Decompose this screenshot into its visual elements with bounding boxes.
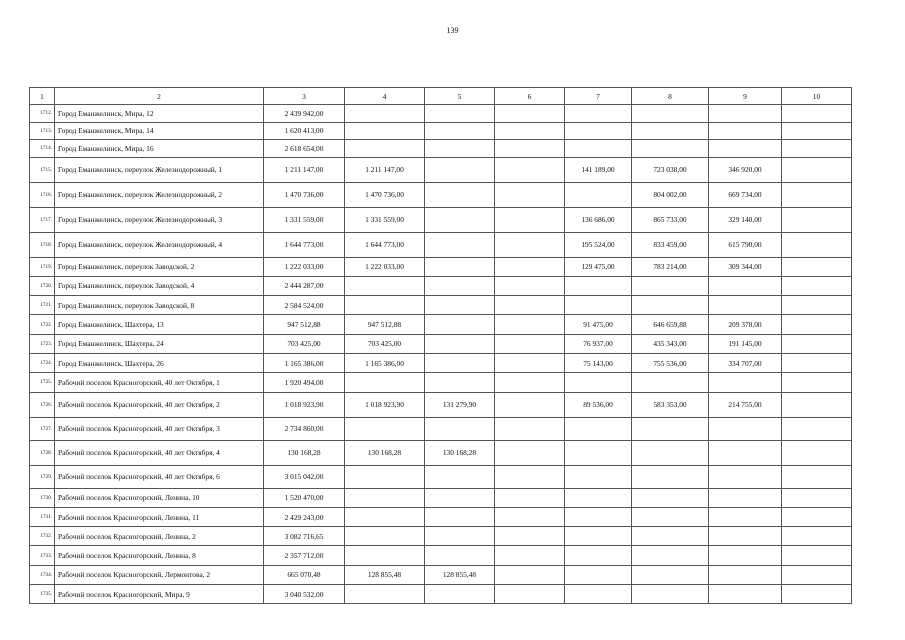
value-cell (709, 488, 782, 507)
value-cell: 128 855,48 (425, 565, 495, 584)
row-number-cell: 1715. (30, 157, 55, 182)
value-cell (565, 296, 632, 315)
value-cell: 136 686,00 (565, 207, 632, 232)
value-cell (495, 507, 565, 526)
address-cell: Город Еманжелинск, Шахтера, 24 (55, 334, 264, 353)
table-row (30, 157, 852, 182)
value-cell (709, 565, 782, 584)
address-cell: Рабочий поселок Красногорский, Ленина, 10 (55, 488, 264, 507)
header-cell: 5 (425, 88, 495, 105)
value-cell (345, 527, 425, 546)
value-cell (495, 488, 565, 507)
address-cell: Город Еманжелинск, Шахтера, 13 (55, 315, 264, 334)
value-cell (345, 488, 425, 507)
address-cell: Рабочий поселок Красногорский, 40 лет Октября, 6 (55, 465, 264, 488)
row-number-cell: 1722. (30, 315, 55, 334)
value-cell: 2 618 654,00 (264, 140, 345, 158)
value-cell: 1 331 559,00 (345, 207, 425, 232)
value-cell: 309 344,00 (709, 257, 782, 276)
value-cell (782, 276, 852, 295)
value-cell (632, 373, 709, 392)
table-row (30, 546, 852, 565)
table-row (30, 392, 852, 417)
value-cell (425, 373, 495, 392)
value-cell (565, 565, 632, 584)
value-cell: 2 429 243,00 (264, 507, 345, 526)
value-cell (709, 140, 782, 158)
value-cell (782, 232, 852, 257)
value-cell (425, 417, 495, 440)
address-cell: Рабочий поселок Красногорский, Ленина, 8 (55, 546, 264, 565)
row-number-cell: 1732. (30, 527, 55, 546)
value-cell (565, 105, 632, 123)
value-cell (565, 507, 632, 526)
value-cell: 1 222 033,00 (345, 257, 425, 276)
value-cell: 615 790,00 (709, 232, 782, 257)
table-row (30, 296, 852, 315)
table-row (30, 417, 852, 440)
page-number: 139 (446, 26, 459, 35)
header-cell: 4 (345, 88, 425, 105)
value-cell: 1 018 923,90 (264, 392, 345, 417)
table-row (30, 257, 852, 276)
table-row (30, 565, 852, 584)
value-cell: 334 707,00 (709, 353, 782, 372)
address-cell: Город Еманжелинск, Мира, 16 (55, 140, 264, 158)
value-cell (425, 276, 495, 295)
value-cell: 1 165 386,00 (345, 353, 425, 372)
value-cell: 129 475,00 (565, 257, 632, 276)
value-cell (425, 296, 495, 315)
register-table (29, 87, 852, 604)
value-cell: 2 734 860,00 (264, 417, 345, 440)
value-cell (425, 157, 495, 182)
value-cell: 1 644 773,00 (345, 232, 425, 257)
value-cell: 214 755,00 (709, 392, 782, 417)
address-cell: Рабочий поселок Красногорский, Лермонтова, 2 (55, 565, 264, 584)
value-cell (495, 105, 565, 123)
value-cell (709, 276, 782, 295)
value-cell (782, 565, 852, 584)
value-cell: 1 211 147,00 (264, 157, 345, 182)
value-cell (632, 507, 709, 526)
value-cell: 3 082 716,65 (264, 527, 345, 546)
value-cell: 128 855,48 (345, 565, 425, 584)
value-cell (495, 440, 565, 465)
table-header-row (30, 88, 852, 105)
row-number-cell: 1718. (30, 232, 55, 257)
value-cell (495, 585, 565, 604)
value-cell: 75 143,00 (565, 353, 632, 372)
value-cell (782, 207, 852, 232)
value-cell: 2 439 942,00 (264, 105, 345, 123)
value-cell (782, 507, 852, 526)
value-cell (425, 232, 495, 257)
value-cell (709, 122, 782, 140)
table-row (30, 353, 852, 372)
header-cell: 9 (709, 88, 782, 105)
value-cell (425, 122, 495, 140)
value-cell (495, 465, 565, 488)
header-cell: 2 (55, 88, 264, 105)
value-cell (565, 373, 632, 392)
address-cell: Рабочий поселок Красногорский, 40 лет Октября, 2 (55, 392, 264, 417)
value-cell (565, 585, 632, 604)
value-cell: 435 343,00 (632, 334, 709, 353)
value-cell (565, 140, 632, 158)
table-row (30, 122, 852, 140)
table-row (30, 373, 852, 392)
value-cell: 703 425,00 (264, 334, 345, 353)
address-cell: Город Еманжелинск, переулок Заводской, 4 (55, 276, 264, 295)
value-cell: 141 189,00 (565, 157, 632, 182)
value-cell (425, 507, 495, 526)
value-cell: 1 470 736,00 (345, 182, 425, 207)
value-cell: 89 536,00 (565, 392, 632, 417)
row-number-cell: 1716. (30, 182, 55, 207)
table-row (30, 140, 852, 158)
value-cell (782, 546, 852, 565)
value-cell: 723 038,00 (632, 157, 709, 182)
value-cell (632, 276, 709, 295)
row-number-cell: 1712. (30, 105, 55, 123)
value-cell (709, 507, 782, 526)
address-cell: Город Еманжелинск, переулок Железнодорожный, 4 (55, 232, 264, 257)
value-cell (495, 140, 565, 158)
row-number-cell: 1719. (30, 257, 55, 276)
value-cell (495, 276, 565, 295)
row-number-cell: 1734. (30, 565, 55, 584)
table-row (30, 585, 852, 604)
value-cell (495, 157, 565, 182)
value-cell (565, 465, 632, 488)
value-cell: 755 536,00 (632, 353, 709, 372)
address-cell: Город Еманжелинск, переулок Заводской, 2 (55, 257, 264, 276)
value-cell: 195 524,00 (565, 232, 632, 257)
value-cell (345, 276, 425, 295)
address-cell: Рабочий поселок Красногорский, 40 лет Октября, 3 (55, 417, 264, 440)
header-cell: 10 (782, 88, 852, 105)
value-cell (782, 140, 852, 158)
value-cell (782, 585, 852, 604)
value-cell: 1 222 033,00 (264, 257, 345, 276)
value-cell (565, 276, 632, 295)
value-cell: 1 920 494,00 (264, 373, 345, 392)
value-cell: 665 070,48 (264, 565, 345, 584)
value-cell: 3 015 042,00 (264, 465, 345, 488)
table-row (30, 207, 852, 232)
value-cell: 76 937,00 (565, 334, 632, 353)
value-cell (782, 334, 852, 353)
table-row (30, 527, 852, 546)
row-number-cell: 1733. (30, 546, 55, 565)
address-cell: Рабочий поселок Красногорский, Ленина, 2 (55, 527, 264, 546)
row-number-cell: 1730. (30, 488, 55, 507)
value-cell (709, 440, 782, 465)
value-cell: 3 040 532,00 (264, 585, 345, 604)
value-cell (345, 417, 425, 440)
value-cell (345, 585, 425, 604)
value-cell (632, 527, 709, 546)
header-cell: 6 (495, 88, 565, 105)
row-number-cell: 1714. (30, 140, 55, 158)
value-cell (425, 465, 495, 488)
value-cell: 865 733,00 (632, 207, 709, 232)
table-row (30, 488, 852, 507)
value-cell (782, 353, 852, 372)
row-number-cell: 1724. (30, 353, 55, 372)
value-cell (345, 105, 425, 123)
value-cell (709, 527, 782, 546)
value-cell (782, 182, 852, 207)
value-cell (495, 122, 565, 140)
value-cell (495, 417, 565, 440)
value-cell (782, 296, 852, 315)
address-cell: Рабочий поселок Красногорский, 40 лет Октября, 4 (55, 440, 264, 465)
value-cell (782, 440, 852, 465)
value-cell (495, 527, 565, 546)
value-cell (782, 373, 852, 392)
value-cell (425, 207, 495, 232)
value-cell (565, 546, 632, 565)
address-cell: Город Еманжелинск, Мира, 12 (55, 105, 264, 123)
value-cell (425, 257, 495, 276)
value-cell (782, 488, 852, 507)
value-cell (709, 105, 782, 123)
table-row (30, 105, 852, 123)
value-cell (495, 257, 565, 276)
value-cell: 191 145,00 (709, 334, 782, 353)
row-number-cell: 1725. (30, 373, 55, 392)
value-cell (345, 507, 425, 526)
value-cell: 209 378,00 (709, 315, 782, 334)
value-cell (782, 527, 852, 546)
value-cell (782, 157, 852, 182)
table-row (30, 507, 852, 526)
value-cell (565, 488, 632, 507)
address-cell: Рабочий поселок Красногорский, Мира, 9 (55, 585, 264, 604)
value-cell: 1 165 386,00 (264, 353, 345, 372)
value-cell: 1 470 736,00 (264, 182, 345, 207)
header-cell: 8 (632, 88, 709, 105)
table-row (30, 334, 852, 353)
address-cell: Рабочий поселок Красногорский, 40 лет Октября, 1 (55, 373, 264, 392)
row-number-cell: 1726. (30, 392, 55, 417)
value-cell (632, 417, 709, 440)
value-cell (495, 392, 565, 417)
value-cell (495, 182, 565, 207)
value-cell (709, 465, 782, 488)
value-cell (632, 122, 709, 140)
value-cell (632, 565, 709, 584)
address-cell: Город Еманжелинск, переулок Железнодорожный, 3 (55, 207, 264, 232)
value-cell (782, 257, 852, 276)
header-cell: 7 (565, 88, 632, 105)
value-cell (782, 315, 852, 334)
value-cell (632, 585, 709, 604)
value-cell (425, 334, 495, 353)
value-cell (345, 546, 425, 565)
row-number-cell: 1727. (30, 417, 55, 440)
value-cell: 1 644 773,00 (264, 232, 345, 257)
value-cell (345, 140, 425, 158)
value-cell (565, 440, 632, 465)
value-cell (425, 585, 495, 604)
value-cell: 2 584 524,00 (264, 296, 345, 315)
value-cell: 947 512,88 (264, 315, 345, 334)
value-cell (782, 105, 852, 123)
value-cell (709, 373, 782, 392)
value-cell (565, 417, 632, 440)
value-cell: 329 140,00 (709, 207, 782, 232)
value-cell (632, 140, 709, 158)
value-cell: 131 279,90 (425, 392, 495, 417)
value-cell: 130 168,28 (425, 440, 495, 465)
table-row (30, 465, 852, 488)
value-cell (709, 546, 782, 565)
value-cell: 2 357 712,00 (264, 546, 345, 565)
value-cell (495, 207, 565, 232)
value-cell (495, 565, 565, 584)
value-cell (632, 488, 709, 507)
value-cell (709, 296, 782, 315)
value-cell: 646 659,88 (632, 315, 709, 334)
address-cell: Город Еманжелинск, Мира, 14 (55, 122, 264, 140)
row-number-cell: 1729. (30, 465, 55, 488)
value-cell (782, 122, 852, 140)
value-cell (782, 417, 852, 440)
row-number-cell: 1713. (30, 122, 55, 140)
table-row (30, 440, 852, 465)
value-cell (495, 353, 565, 372)
value-cell (565, 122, 632, 140)
value-cell (425, 488, 495, 507)
value-cell: 2 444 287,00 (264, 276, 345, 295)
value-cell: 1 520 470,00 (264, 488, 345, 507)
value-cell (425, 527, 495, 546)
value-cell (345, 373, 425, 392)
value-cell: 1 620 413,00 (264, 122, 345, 140)
value-cell (425, 353, 495, 372)
value-cell: 346 920,00 (709, 157, 782, 182)
table-row (30, 182, 852, 207)
value-cell (345, 465, 425, 488)
value-cell (565, 182, 632, 207)
table-row (30, 232, 852, 257)
address-cell: Рабочий поселок Красногорский, Ленина, 11 (55, 507, 264, 526)
value-cell (495, 232, 565, 257)
value-cell: 1 331 559,00 (264, 207, 345, 232)
value-cell (709, 417, 782, 440)
value-cell (565, 527, 632, 546)
value-cell: 91 475,00 (565, 315, 632, 334)
value-cell: 783 214,00 (632, 257, 709, 276)
header-cell: 1 (30, 88, 55, 105)
value-cell (425, 315, 495, 334)
row-number-cell: 1720. (30, 276, 55, 295)
value-cell (495, 315, 565, 334)
value-cell: 1 018 923,90 (345, 392, 425, 417)
value-cell: 130 168,28 (264, 440, 345, 465)
value-cell: 583 353,00 (632, 392, 709, 417)
row-number-cell: 1728. (30, 440, 55, 465)
value-cell (632, 105, 709, 123)
value-cell (782, 465, 852, 488)
row-number-cell: 1731. (30, 507, 55, 526)
value-cell (495, 373, 565, 392)
row-number-cell: 1717. (30, 207, 55, 232)
value-cell: 1 211 147,00 (345, 157, 425, 182)
address-cell: Город Еманжелинск, переулок Железнодорожный, 2 (55, 182, 264, 207)
value-cell (782, 392, 852, 417)
value-cell: 833 459,00 (632, 232, 709, 257)
value-cell: 947 512,88 (345, 315, 425, 334)
table-row (30, 276, 852, 295)
value-cell: 703 425,00 (345, 334, 425, 353)
table-row (30, 315, 852, 334)
row-number-cell: 1723. (30, 334, 55, 353)
value-cell: 130 168,28 (345, 440, 425, 465)
value-cell (495, 546, 565, 565)
address-cell: Город Еманжелинск, переулок Железнодорожный, 1 (55, 157, 264, 182)
value-cell (425, 182, 495, 207)
value-cell (632, 546, 709, 565)
value-cell (632, 440, 709, 465)
value-cell (345, 296, 425, 315)
value-cell (632, 465, 709, 488)
value-cell (425, 546, 495, 565)
value-cell: 804 002,00 (632, 182, 709, 207)
value-cell (425, 140, 495, 158)
value-cell (425, 105, 495, 123)
value-cell (632, 296, 709, 315)
value-cell (495, 334, 565, 353)
row-number-cell: 1735. (30, 585, 55, 604)
row-number-cell: 1721. (30, 296, 55, 315)
value-cell (345, 122, 425, 140)
header-cell: 3 (264, 88, 345, 105)
value-cell (495, 296, 565, 315)
address-cell: Город Еманжелинск, Шахтера, 26 (55, 353, 264, 372)
value-cell (709, 585, 782, 604)
address-cell: Город Еманжелинск, переулок Заводской, 8 (55, 296, 264, 315)
value-cell: 669 734,00 (709, 182, 782, 207)
